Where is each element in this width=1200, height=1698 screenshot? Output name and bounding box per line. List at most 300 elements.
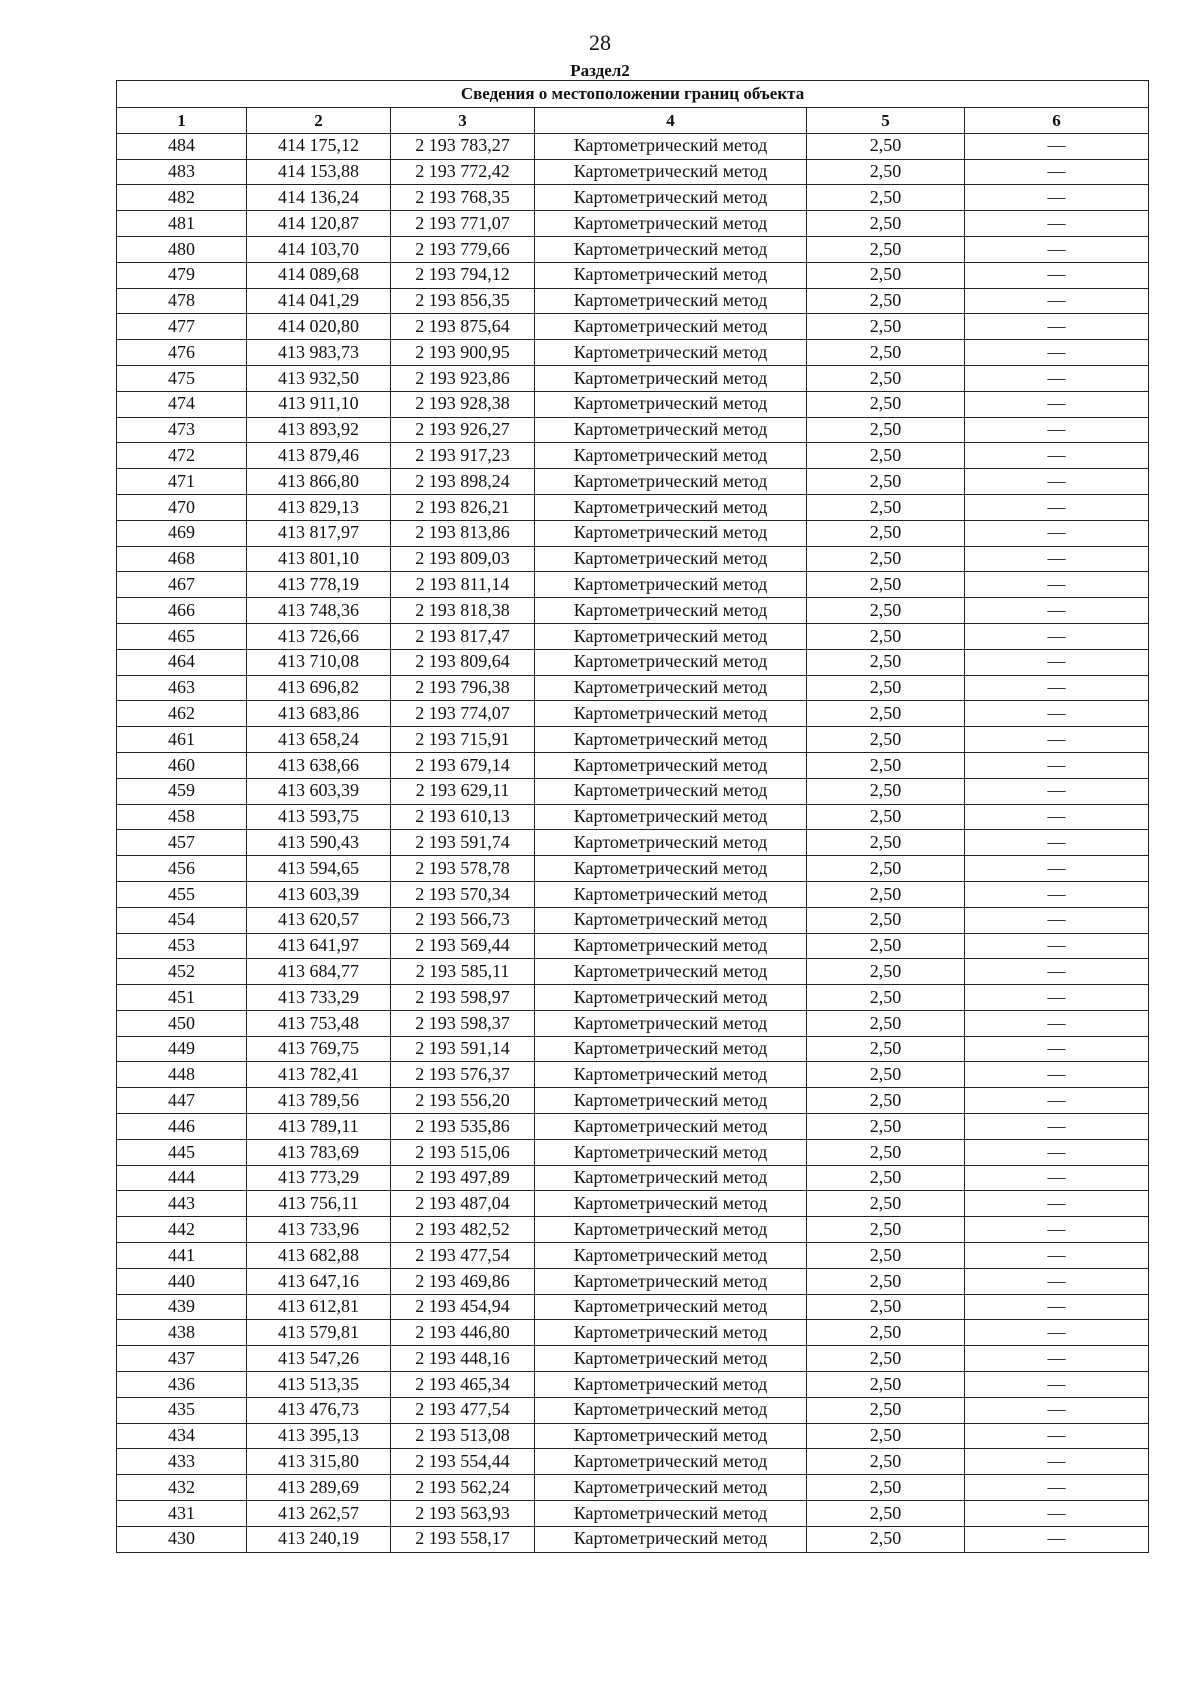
formula-cell: — bbox=[965, 417, 1149, 443]
x-coordinate-cell: 413 829,13 bbox=[247, 494, 391, 520]
table-header-row bbox=[117, 108, 1149, 134]
formula-cell: — bbox=[965, 675, 1149, 701]
table-body bbox=[117, 133, 1149, 1552]
x-coordinate-cell: 413 748,36 bbox=[247, 598, 391, 624]
point-number-cell: 451 bbox=[117, 985, 247, 1011]
table-row bbox=[117, 1243, 1149, 1269]
formula-cell: — bbox=[965, 494, 1149, 520]
method-cell: Картометрический метод bbox=[535, 1372, 807, 1398]
x-coordinate-cell: 414 041,29 bbox=[247, 288, 391, 314]
x-coordinate-cell: 413 603,39 bbox=[247, 881, 391, 907]
accuracy-cell: 2,50 bbox=[807, 1320, 965, 1346]
x-coordinate-cell: 413 682,88 bbox=[247, 1243, 391, 1269]
y-coordinate-cell: 2 193 469,86 bbox=[391, 1268, 535, 1294]
y-coordinate-cell: 2 193 875,64 bbox=[391, 314, 535, 340]
point-number-cell: 433 bbox=[117, 1449, 247, 1475]
formula-cell: — bbox=[965, 907, 1149, 933]
point-number-cell: 481 bbox=[117, 211, 247, 237]
accuracy-cell: 2,50 bbox=[807, 1165, 965, 1191]
y-coordinate-cell: 2 193 454,94 bbox=[391, 1294, 535, 1320]
formula-cell: — bbox=[965, 1423, 1149, 1449]
x-coordinate-cell: 413 620,57 bbox=[247, 907, 391, 933]
table-caption: Сведения о местоположении границ объекта bbox=[117, 81, 1149, 108]
table-row bbox=[117, 1114, 1149, 1140]
accuracy-cell: 2,50 bbox=[807, 185, 965, 211]
point-number-cell: 445 bbox=[117, 1139, 247, 1165]
x-coordinate-cell: 413 240,19 bbox=[247, 1526, 391, 1552]
table-caption-row bbox=[117, 81, 1149, 108]
point-number-cell: 469 bbox=[117, 520, 247, 546]
x-coordinate-cell: 414 153,88 bbox=[247, 159, 391, 185]
table-row bbox=[117, 985, 1149, 1011]
accuracy-cell: 2,50 bbox=[807, 778, 965, 804]
table-row bbox=[117, 1062, 1149, 1088]
x-coordinate-cell: 413 911,10 bbox=[247, 391, 391, 417]
method-cell: Картометрический метод bbox=[535, 159, 807, 185]
accuracy-cell: 2,50 bbox=[807, 598, 965, 624]
table-row bbox=[117, 1423, 1149, 1449]
point-number-cell: 459 bbox=[117, 778, 247, 804]
y-coordinate-cell: 2 193 629,11 bbox=[391, 778, 535, 804]
formula-cell: — bbox=[965, 1062, 1149, 1088]
table-row bbox=[117, 1475, 1149, 1501]
method-cell: Картометрический метод bbox=[535, 623, 807, 649]
formula-cell: — bbox=[965, 365, 1149, 391]
accuracy-cell: 2,50 bbox=[807, 262, 965, 288]
method-cell: Картометрический метод bbox=[535, 1501, 807, 1527]
table-row bbox=[117, 185, 1149, 211]
x-coordinate-cell: 414 175,12 bbox=[247, 133, 391, 159]
table-row bbox=[117, 1036, 1149, 1062]
formula-cell: — bbox=[965, 1475, 1149, 1501]
table-row bbox=[117, 391, 1149, 417]
accuracy-cell: 2,50 bbox=[807, 1501, 965, 1527]
point-number-cell: 472 bbox=[117, 443, 247, 469]
y-coordinate-cell: 2 193 679,14 bbox=[391, 752, 535, 778]
accuracy-cell: 2,50 bbox=[807, 1346, 965, 1372]
y-coordinate-cell: 2 193 477,54 bbox=[391, 1243, 535, 1269]
x-coordinate-cell: 413 789,56 bbox=[247, 1088, 391, 1114]
method-cell: Картометрический метод bbox=[535, 804, 807, 830]
y-coordinate-cell: 2 193 900,95 bbox=[391, 340, 535, 366]
x-coordinate-cell: 413 769,75 bbox=[247, 1036, 391, 1062]
point-number-cell: 456 bbox=[117, 856, 247, 882]
table-row bbox=[117, 1526, 1149, 1552]
accuracy-cell: 2,50 bbox=[807, 1036, 965, 1062]
method-cell: Картометрический метод bbox=[535, 1294, 807, 1320]
point-number-cell: 460 bbox=[117, 752, 247, 778]
y-coordinate-cell: 2 193 585,11 bbox=[391, 959, 535, 985]
method-cell: Картометрический метод bbox=[535, 494, 807, 520]
accuracy-cell: 2,50 bbox=[807, 1526, 965, 1552]
table-row bbox=[117, 1010, 1149, 1036]
formula-cell: — bbox=[965, 159, 1149, 185]
x-coordinate-cell: 413 879,46 bbox=[247, 443, 391, 469]
accuracy-cell: 2,50 bbox=[807, 985, 965, 1011]
y-coordinate-cell: 2 193 715,91 bbox=[391, 727, 535, 753]
method-cell: Картометрический метод bbox=[535, 649, 807, 675]
table-row bbox=[117, 1088, 1149, 1114]
x-coordinate-cell: 413 612,81 bbox=[247, 1294, 391, 1320]
x-coordinate-cell: 413 726,66 bbox=[247, 623, 391, 649]
method-cell: Картометрический метод bbox=[535, 262, 807, 288]
y-coordinate-cell: 2 193 826,21 bbox=[391, 494, 535, 520]
formula-cell: — bbox=[965, 469, 1149, 495]
accuracy-cell: 2,50 bbox=[807, 1088, 965, 1114]
column-header: 1 bbox=[117, 108, 247, 134]
table-row bbox=[117, 1501, 1149, 1527]
table-row bbox=[117, 1449, 1149, 1475]
column-header: 4 bbox=[535, 108, 807, 134]
x-coordinate-cell: 413 262,57 bbox=[247, 1501, 391, 1527]
accuracy-cell: 2,50 bbox=[807, 1010, 965, 1036]
y-coordinate-cell: 2 193 610,13 bbox=[391, 804, 535, 830]
method-cell: Картометрический метод bbox=[535, 727, 807, 753]
formula-cell: — bbox=[965, 856, 1149, 882]
point-number-cell: 471 bbox=[117, 469, 247, 495]
y-coordinate-cell: 2 193 796,38 bbox=[391, 675, 535, 701]
table-row bbox=[117, 804, 1149, 830]
formula-cell: — bbox=[965, 1501, 1149, 1527]
y-coordinate-cell: 2 193 923,86 bbox=[391, 365, 535, 391]
method-cell: Картометрический метод bbox=[535, 959, 807, 985]
point-number-cell: 479 bbox=[117, 262, 247, 288]
accuracy-cell: 2,50 bbox=[807, 443, 965, 469]
formula-cell: — bbox=[965, 1397, 1149, 1423]
accuracy-cell: 2,50 bbox=[807, 1423, 965, 1449]
formula-cell: — bbox=[965, 1088, 1149, 1114]
method-cell: Картометрический метод bbox=[535, 288, 807, 314]
formula-cell: — bbox=[965, 1165, 1149, 1191]
point-number-cell: 439 bbox=[117, 1294, 247, 1320]
x-coordinate-cell: 413 773,29 bbox=[247, 1165, 391, 1191]
point-number-cell: 474 bbox=[117, 391, 247, 417]
accuracy-cell: 2,50 bbox=[807, 1294, 965, 1320]
formula-cell: — bbox=[965, 391, 1149, 417]
y-coordinate-cell: 2 193 591,14 bbox=[391, 1036, 535, 1062]
method-cell: Картометрический метод bbox=[535, 572, 807, 598]
accuracy-cell: 2,50 bbox=[807, 365, 965, 391]
accuracy-cell: 2,50 bbox=[807, 830, 965, 856]
y-coordinate-cell: 2 193 817,47 bbox=[391, 623, 535, 649]
method-cell: Картометрический метод bbox=[535, 211, 807, 237]
x-coordinate-cell: 413 733,96 bbox=[247, 1217, 391, 1243]
formula-cell: — bbox=[965, 830, 1149, 856]
x-coordinate-cell: 413 710,08 bbox=[247, 649, 391, 675]
table-row bbox=[117, 314, 1149, 340]
accuracy-cell: 2,50 bbox=[807, 340, 965, 366]
x-coordinate-cell: 414 020,80 bbox=[247, 314, 391, 340]
formula-cell: — bbox=[965, 1114, 1149, 1140]
accuracy-cell: 2,50 bbox=[807, 623, 965, 649]
formula-cell: — bbox=[965, 1217, 1149, 1243]
method-cell: Картометрический метод bbox=[535, 1475, 807, 1501]
y-coordinate-cell: 2 193 772,42 bbox=[391, 159, 535, 185]
y-coordinate-cell: 2 193 477,54 bbox=[391, 1397, 535, 1423]
accuracy-cell: 2,50 bbox=[807, 856, 965, 882]
table-row bbox=[117, 236, 1149, 262]
table-row bbox=[117, 572, 1149, 598]
method-cell: Картометрический метод bbox=[535, 1320, 807, 1346]
point-number-cell: 457 bbox=[117, 830, 247, 856]
table-row bbox=[117, 288, 1149, 314]
point-number-cell: 442 bbox=[117, 1217, 247, 1243]
y-coordinate-cell: 2 193 566,73 bbox=[391, 907, 535, 933]
point-number-cell: 446 bbox=[117, 1114, 247, 1140]
x-coordinate-cell: 413 395,13 bbox=[247, 1423, 391, 1449]
formula-cell: — bbox=[965, 314, 1149, 340]
x-coordinate-cell: 413 476,73 bbox=[247, 1397, 391, 1423]
y-coordinate-cell: 2 193 487,04 bbox=[391, 1191, 535, 1217]
method-cell: Картометрический метод bbox=[535, 1449, 807, 1475]
point-number-cell: 458 bbox=[117, 804, 247, 830]
method-cell: Картометрический метод bbox=[535, 933, 807, 959]
accuracy-cell: 2,50 bbox=[807, 752, 965, 778]
table-row bbox=[117, 675, 1149, 701]
method-cell: Картометрический метод bbox=[535, 675, 807, 701]
table-row bbox=[117, 159, 1149, 185]
method-cell: Картометрический метод bbox=[535, 391, 807, 417]
x-coordinate-cell: 413 683,86 bbox=[247, 701, 391, 727]
formula-cell: — bbox=[965, 520, 1149, 546]
point-number-cell: 466 bbox=[117, 598, 247, 624]
x-coordinate-cell: 413 513,35 bbox=[247, 1372, 391, 1398]
x-coordinate-cell: 413 932,50 bbox=[247, 365, 391, 391]
table-row bbox=[117, 856, 1149, 882]
accuracy-cell: 2,50 bbox=[807, 494, 965, 520]
table-row bbox=[117, 1320, 1149, 1346]
formula-cell: — bbox=[965, 623, 1149, 649]
x-coordinate-cell: 413 866,80 bbox=[247, 469, 391, 495]
column-header: 6 bbox=[965, 108, 1149, 134]
point-number-cell: 440 bbox=[117, 1268, 247, 1294]
table-row bbox=[117, 1165, 1149, 1191]
column-header: 2 bbox=[247, 108, 391, 134]
y-coordinate-cell: 2 193 774,07 bbox=[391, 701, 535, 727]
table-row bbox=[117, 933, 1149, 959]
method-cell: Картометрический метод bbox=[535, 856, 807, 882]
point-number-cell: 449 bbox=[117, 1036, 247, 1062]
accuracy-cell: 2,50 bbox=[807, 701, 965, 727]
point-number-cell: 467 bbox=[117, 572, 247, 598]
point-number-cell: 470 bbox=[117, 494, 247, 520]
formula-cell: — bbox=[965, 727, 1149, 753]
y-coordinate-cell: 2 193 465,34 bbox=[391, 1372, 535, 1398]
table-row bbox=[117, 649, 1149, 675]
method-cell: Картометрический метод bbox=[535, 314, 807, 340]
formula-cell: — bbox=[965, 262, 1149, 288]
formula-cell: — bbox=[965, 701, 1149, 727]
formula-cell: — bbox=[965, 340, 1149, 366]
point-number-cell: 484 bbox=[117, 133, 247, 159]
accuracy-cell: 2,50 bbox=[807, 727, 965, 753]
formula-cell: — bbox=[965, 1036, 1149, 1062]
formula-cell: — bbox=[965, 778, 1149, 804]
method-cell: Картометрический метод bbox=[535, 881, 807, 907]
point-number-cell: 483 bbox=[117, 159, 247, 185]
method-cell: Картометрический метод bbox=[535, 1036, 807, 1062]
y-coordinate-cell: 2 193 556,20 bbox=[391, 1088, 535, 1114]
table-row bbox=[117, 830, 1149, 856]
method-cell: Картометрический метод bbox=[535, 907, 807, 933]
table-row bbox=[117, 520, 1149, 546]
method-cell: Картометрический метод bbox=[535, 443, 807, 469]
method-cell: Картометрический метод bbox=[535, 1010, 807, 1036]
table-row bbox=[117, 1346, 1149, 1372]
table-row bbox=[117, 1191, 1149, 1217]
x-coordinate-cell: 413 983,73 bbox=[247, 340, 391, 366]
table-row bbox=[117, 1294, 1149, 1320]
point-number-cell: 450 bbox=[117, 1010, 247, 1036]
method-cell: Картометрический метод bbox=[535, 340, 807, 366]
table-row bbox=[117, 881, 1149, 907]
x-coordinate-cell: 413 801,10 bbox=[247, 546, 391, 572]
table-row bbox=[117, 1397, 1149, 1423]
accuracy-cell: 2,50 bbox=[807, 881, 965, 907]
accuracy-cell: 2,50 bbox=[807, 159, 965, 185]
point-number-cell: 436 bbox=[117, 1372, 247, 1398]
method-cell: Картометрический метод bbox=[535, 236, 807, 262]
formula-cell: — bbox=[965, 1139, 1149, 1165]
table-row bbox=[117, 623, 1149, 649]
point-number-cell: 454 bbox=[117, 907, 247, 933]
point-number-cell: 430 bbox=[117, 1526, 247, 1552]
formula-cell: — bbox=[965, 211, 1149, 237]
accuracy-cell: 2,50 bbox=[807, 1062, 965, 1088]
y-coordinate-cell: 2 193 482,52 bbox=[391, 1217, 535, 1243]
accuracy-cell: 2,50 bbox=[807, 236, 965, 262]
method-cell: Картометрический метод bbox=[535, 520, 807, 546]
method-cell: Картометрический метод bbox=[535, 752, 807, 778]
point-number-cell: 448 bbox=[117, 1062, 247, 1088]
formula-cell: — bbox=[965, 443, 1149, 469]
table-row bbox=[117, 262, 1149, 288]
method-cell: Картометрический метод bbox=[535, 985, 807, 1011]
table-row bbox=[117, 778, 1149, 804]
y-coordinate-cell: 2 193 554,44 bbox=[391, 1449, 535, 1475]
method-cell: Картометрический метод bbox=[535, 1114, 807, 1140]
point-number-cell: 455 bbox=[117, 881, 247, 907]
y-coordinate-cell: 2 193 569,44 bbox=[391, 933, 535, 959]
table-row bbox=[117, 1372, 1149, 1398]
table-row bbox=[117, 494, 1149, 520]
method-cell: Картометрический метод bbox=[535, 1062, 807, 1088]
x-coordinate-cell: 413 594,65 bbox=[247, 856, 391, 882]
point-number-cell: 434 bbox=[117, 1423, 247, 1449]
x-coordinate-cell: 413 590,43 bbox=[247, 830, 391, 856]
point-number-cell: 482 bbox=[117, 185, 247, 211]
method-cell: Картометрический метод bbox=[535, 1088, 807, 1114]
formula-cell: — bbox=[965, 133, 1149, 159]
accuracy-cell: 2,50 bbox=[807, 469, 965, 495]
y-coordinate-cell: 2 193 513,08 bbox=[391, 1423, 535, 1449]
point-number-cell: 438 bbox=[117, 1320, 247, 1346]
formula-cell: — bbox=[965, 185, 1149, 211]
table-row bbox=[117, 365, 1149, 391]
section-title: Раздел2 bbox=[570, 61, 630, 80]
table-row bbox=[117, 133, 1149, 159]
table-row bbox=[117, 701, 1149, 727]
point-number-cell: 452 bbox=[117, 959, 247, 985]
method-cell: Картометрический метод bbox=[535, 1526, 807, 1552]
accuracy-cell: 2,50 bbox=[807, 933, 965, 959]
formula-cell: — bbox=[965, 572, 1149, 598]
y-coordinate-cell: 2 193 563,93 bbox=[391, 1501, 535, 1527]
point-number-cell: 432 bbox=[117, 1475, 247, 1501]
method-cell: Картометрический метод bbox=[535, 778, 807, 804]
accuracy-cell: 2,50 bbox=[807, 907, 965, 933]
method-cell: Картометрический метод bbox=[535, 469, 807, 495]
point-number-cell: 463 bbox=[117, 675, 247, 701]
accuracy-cell: 2,50 bbox=[807, 1114, 965, 1140]
point-number-cell: 431 bbox=[117, 1501, 247, 1527]
table-row bbox=[117, 1217, 1149, 1243]
table-row bbox=[117, 727, 1149, 753]
y-coordinate-cell: 2 193 783,27 bbox=[391, 133, 535, 159]
x-coordinate-cell: 414 120,87 bbox=[247, 211, 391, 237]
y-coordinate-cell: 2 193 497,89 bbox=[391, 1165, 535, 1191]
method-cell: Картометрический метод bbox=[535, 598, 807, 624]
x-coordinate-cell: 413 684,77 bbox=[247, 959, 391, 985]
x-coordinate-cell: 413 753,48 bbox=[247, 1010, 391, 1036]
point-number-cell: 476 bbox=[117, 340, 247, 366]
x-coordinate-cell: 413 778,19 bbox=[247, 572, 391, 598]
method-cell: Картометрический метод bbox=[535, 1423, 807, 1449]
y-coordinate-cell: 2 193 794,12 bbox=[391, 262, 535, 288]
y-coordinate-cell: 2 193 768,35 bbox=[391, 185, 535, 211]
x-coordinate-cell: 413 579,81 bbox=[247, 1320, 391, 1346]
point-number-cell: 435 bbox=[117, 1397, 247, 1423]
accuracy-cell: 2,50 bbox=[807, 675, 965, 701]
y-coordinate-cell: 2 193 811,14 bbox=[391, 572, 535, 598]
accuracy-cell: 2,50 bbox=[807, 1139, 965, 1165]
y-coordinate-cell: 2 193 818,38 bbox=[391, 598, 535, 624]
accuracy-cell: 2,50 bbox=[807, 133, 965, 159]
method-cell: Картометрический метод bbox=[535, 417, 807, 443]
method-cell: Картометрический метод bbox=[535, 1165, 807, 1191]
y-coordinate-cell: 2 193 809,03 bbox=[391, 546, 535, 572]
accuracy-cell: 2,50 bbox=[807, 288, 965, 314]
y-coordinate-cell: 2 193 578,78 bbox=[391, 856, 535, 882]
formula-cell: — bbox=[965, 933, 1149, 959]
method-cell: Картометрический метод bbox=[535, 1139, 807, 1165]
x-coordinate-cell: 413 593,75 bbox=[247, 804, 391, 830]
accuracy-cell: 2,50 bbox=[807, 1372, 965, 1398]
y-coordinate-cell: 2 193 809,64 bbox=[391, 649, 535, 675]
formula-cell: — bbox=[965, 1010, 1149, 1036]
accuracy-cell: 2,50 bbox=[807, 314, 965, 340]
point-number-cell: 441 bbox=[117, 1243, 247, 1269]
formula-cell: — bbox=[965, 546, 1149, 572]
y-coordinate-cell: 2 193 448,16 bbox=[391, 1346, 535, 1372]
table-row bbox=[117, 752, 1149, 778]
formula-cell: — bbox=[965, 1526, 1149, 1552]
accuracy-cell: 2,50 bbox=[807, 959, 965, 985]
accuracy-cell: 2,50 bbox=[807, 1243, 965, 1269]
table-row bbox=[117, 417, 1149, 443]
y-coordinate-cell: 2 193 856,35 bbox=[391, 288, 535, 314]
method-cell: Картометрический метод bbox=[535, 1346, 807, 1372]
accuracy-cell: 2,50 bbox=[807, 211, 965, 237]
point-number-cell: 473 bbox=[117, 417, 247, 443]
point-number-cell: 465 bbox=[117, 623, 247, 649]
point-number-cell: 475 bbox=[117, 365, 247, 391]
y-coordinate-cell: 2 193 562,24 bbox=[391, 1475, 535, 1501]
formula-cell: — bbox=[965, 598, 1149, 624]
table-row bbox=[117, 1268, 1149, 1294]
table-row bbox=[117, 1139, 1149, 1165]
point-number-cell: 437 bbox=[117, 1346, 247, 1372]
